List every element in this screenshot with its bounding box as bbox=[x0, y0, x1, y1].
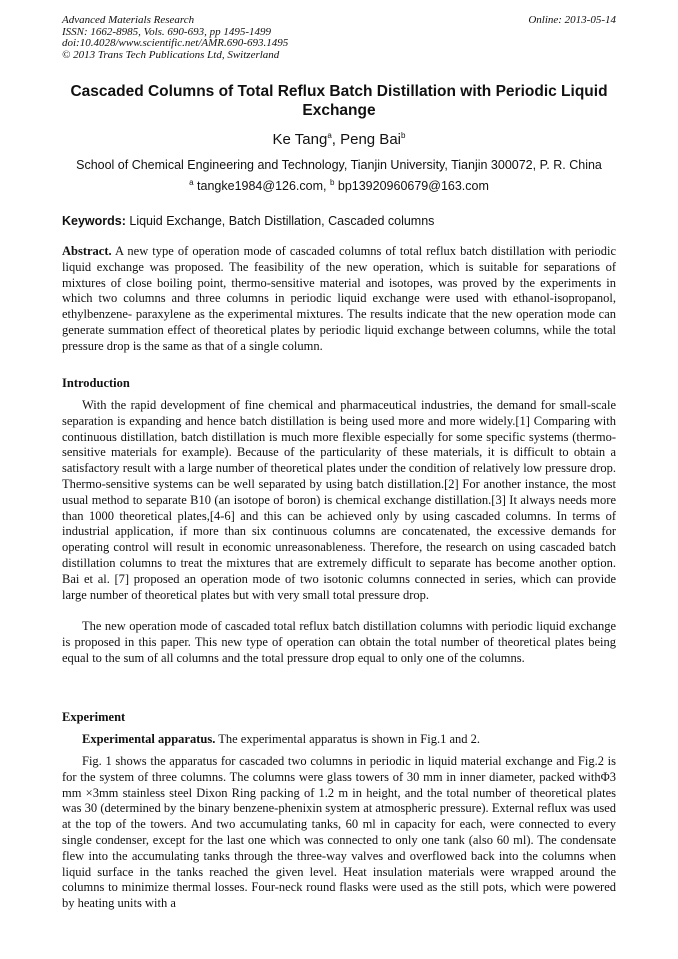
email-b: bp13920960679@163.com bbox=[334, 179, 489, 193]
email-a-sup: a bbox=[189, 177, 194, 187]
keywords bbox=[62, 213, 616, 229]
author-1: Ke Tang bbox=[272, 131, 328, 148]
apparatus-text: The experimental apparatus is shown in Fig.1 and 2. bbox=[215, 732, 480, 746]
issn-line: ISSN: 1662-8985, Vols. 690-693, pp 1495-1499 bbox=[62, 25, 271, 38]
journal-header bbox=[62, 15, 616, 61]
abstract-text: A new type of operation mode of cascaded columns of total reflux batch distillation with periodic liquid exchange was proposed. The feasibility of the new operation, which is suitable for separations of mixtures of close boiling point, thermo-sensitive material and isotopes, was proved by the experiments in which two columns and three columns in periodic liquid exchange were used with ethanol-isopropanol, ethylbenzene- paraxylene as the experimental mixtures. The results indicate that the new operation mode can generate summation effect of theoretical plates by periodic liquid exchange between columns, while the total pressure drop is the same as that of a single column. bbox=[62, 244, 616, 353]
affiliation: School of Chemical Engineering and Technology, Tianjin University, Tianjin 300072, P. R. China bbox=[76, 158, 602, 172]
experiment-paragraph-2: Fig. 1 shows the apparatus for cascaded two columns in periodic in liquid material exchange and Fig.2 is for the system of three columns. The columns were glass towers of 30 mm in inner diameter, packed withΦ3 mm ×3mm stainless steel Dixon Ring packing of 1.2 m in height, and the total number of theoretical plates was 30 (determined by the binary benzene-phenixin system at atmospheric pressure). External reflux was used at the top of the towers. And two accumulating tanks, 60 ml in capacity for each, were connected to every single condenser, except for the last one which was connected to only one tank (also 60 ml). The condensate flew into the accumulating tanks through the three-way valves and overflowed back into the columns when liquid surface in the tanks reached the given level. Heat insulation materials were wrapped around the columns to minimize thermal losses. Four-neck round flasks were used as the still pots, which were powered by heating units with a bbox=[62, 754, 616, 911]
email-a: tangke1984@126.com, bbox=[193, 179, 330, 193]
online-date: Online: 2013-05-14 bbox=[528, 14, 616, 26]
experiment-apparatus-paragraph bbox=[62, 732, 616, 748]
author-line bbox=[62, 131, 616, 149]
author-2: Peng Bai bbox=[340, 131, 401, 148]
copyright-line: © 2013 Trans Tech Publications Ltd, Switzerland bbox=[62, 48, 280, 61]
intro-paragraph-2: The new operation mode of cascaded total reflux batch distillation columns with periodic liquid exchange is proposed in this paper. This new type of operation can obtain the total number of theoretical plates being equal to the sum of all columns and the total pressure drop equal to only one of the columns. bbox=[62, 619, 616, 665]
intro-paragraph-1: With the rapid development of fine chemical and pharmaceutical industries, the demand for small-scale separation is expanding and hence batch distillation is being used more and more widely.[1] Comparing with continuous distillation, batch distillation is much more flexible especially for some specific systems (thermo-sensitive materials for example). Because of the particularity of these materials, it is difficult to obtain a satisfactory result with a large number of theoretical plates under the condition of relatively low pressure drop. Thermo-sensitive systems can be well separated by using batch distillation.[2] For another instance, the most usual method to separate B10 (an isotope of boron) is chemical exchange distillation.[3] It always needs more than 1000 theoretical plates,[4-6] and this can be achieved only by using cascaded columns. In terms of industrial application, if more than six continuous columns are concatenated, the excessive demands for operating control will result in economic unreasonableness. Therefore, the research on using cascaded batch distillation columns to treat the mixtures that are extremely difficult to separate has become another option. Bai et al. [7] proposed an operation mode of two isotonic columns connected in series, which can provide large number of theoretical plates but with very small total pressure drop. bbox=[62, 398, 616, 602]
doi-line: doi:10.4028/www.scientific.net/AMR.690-693.1495 bbox=[62, 37, 289, 49]
section-heading-introduction: Introduction bbox=[62, 376, 130, 390]
email-line bbox=[62, 178, 616, 194]
keywords-label: Keywords: bbox=[62, 214, 126, 228]
subsection-label-apparatus: Experimental apparatus. bbox=[82, 732, 216, 746]
journal-name: Advanced Materials Research bbox=[62, 14, 195, 26]
author-1-sup: a bbox=[327, 131, 332, 140]
abstract-label: Abstract. bbox=[62, 244, 112, 258]
keywords-text: Liquid Exchange, Batch Distillation, Cascaded columns bbox=[125, 214, 435, 228]
section-heading-experiment: Experiment bbox=[62, 710, 126, 724]
paper-title: Cascaded Columns of Total Reflux Batch Distillation with Periodic Liquid Exchange bbox=[70, 83, 608, 119]
author-2-sup: b bbox=[401, 131, 406, 140]
email-b-sup: b bbox=[329, 177, 335, 187]
author-separator: , bbox=[331, 131, 341, 148]
abstract bbox=[62, 244, 616, 355]
